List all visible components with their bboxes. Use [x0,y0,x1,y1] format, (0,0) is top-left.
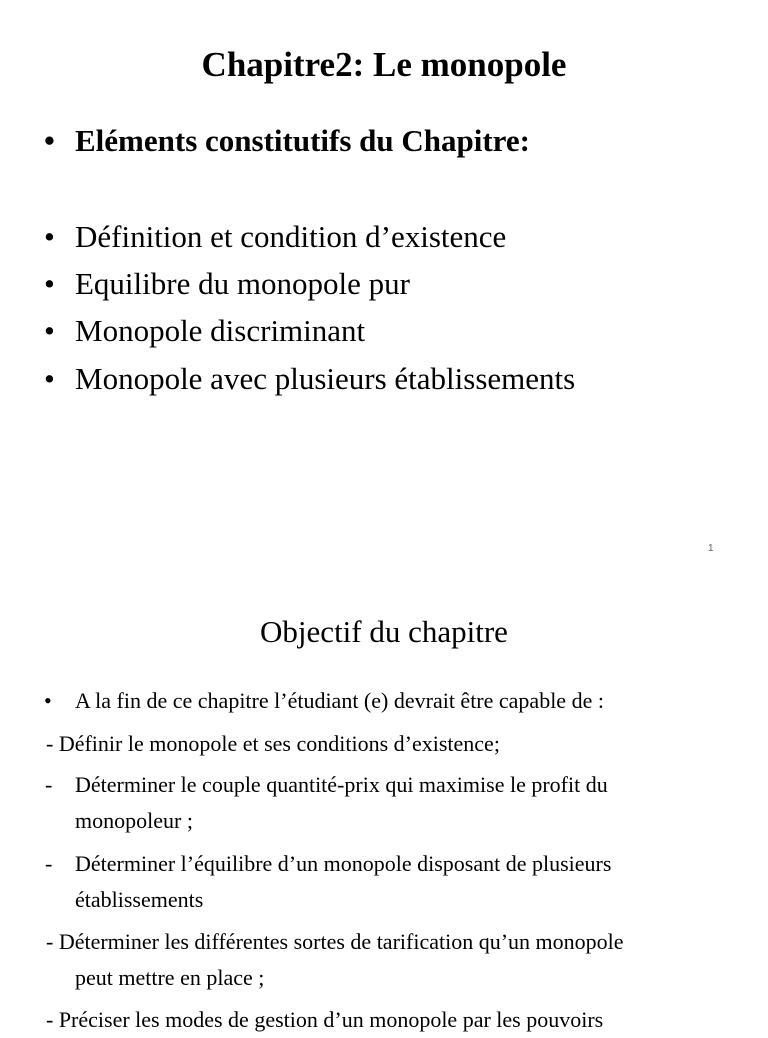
list-item-text: Monopole discriminant [75,313,366,348]
page-number: 1 [708,543,714,554]
bullet-icon: • [44,361,55,396]
list-item [44,311,365,351]
list-item-text: Définition et condition d’existence [75,219,507,254]
objective-line: - Déterminer les différentes sortes de tarification qu’un monopole [46,929,624,954]
objective-line: Déterminer l’équilibre d’un monopole disposant de plusieurs [75,851,612,876]
objective-pricing [46,924,721,996]
objective-line: monopoleur ; [75,808,193,833]
bullet-icon: • [44,688,52,713]
objective-line: peut mettre en place ; [75,965,265,990]
heading-text: Eléments constitutifs du Chapitre: [75,123,530,158]
objectives-intro [44,683,604,719]
list-item [44,217,506,257]
section-heading [44,121,530,161]
objective-line: - Préciser les modes de gestion d’un monopole par les pouvoirs [46,1007,604,1032]
list-item-text: Monopole avec plusieurs établissements [75,361,576,396]
bullet-icon: • [44,123,55,158]
dash-marker: - [45,851,53,876]
intro-text: A la fin de ce chapitre l’étudiant (e) devrait être capable de : [75,688,604,713]
objective-define: - Définir le monopole et ses conditions d’existence; [46,731,500,756]
objective-management [46,1002,721,1038]
objective-price-quantity [45,767,721,839]
list-item-text: Equilibre du monopole pur [75,266,410,301]
slide-title-objectives: Objectif du chapitre [260,614,508,649]
bullet-icon: • [44,313,55,348]
bullet-icon: • [44,219,55,254]
slide-title: Chapitre2: Le monopole [201,45,567,84]
bullet-icon: • [44,266,55,301]
dash-marker: - [45,772,53,797]
objective-line: établissements [75,887,204,912]
list-item [44,359,575,399]
list-item [44,264,410,304]
objective-line: Déterminer le couple quantité-prix qui maximise le profit du [75,772,608,797]
objective-equilibrium [45,846,721,918]
